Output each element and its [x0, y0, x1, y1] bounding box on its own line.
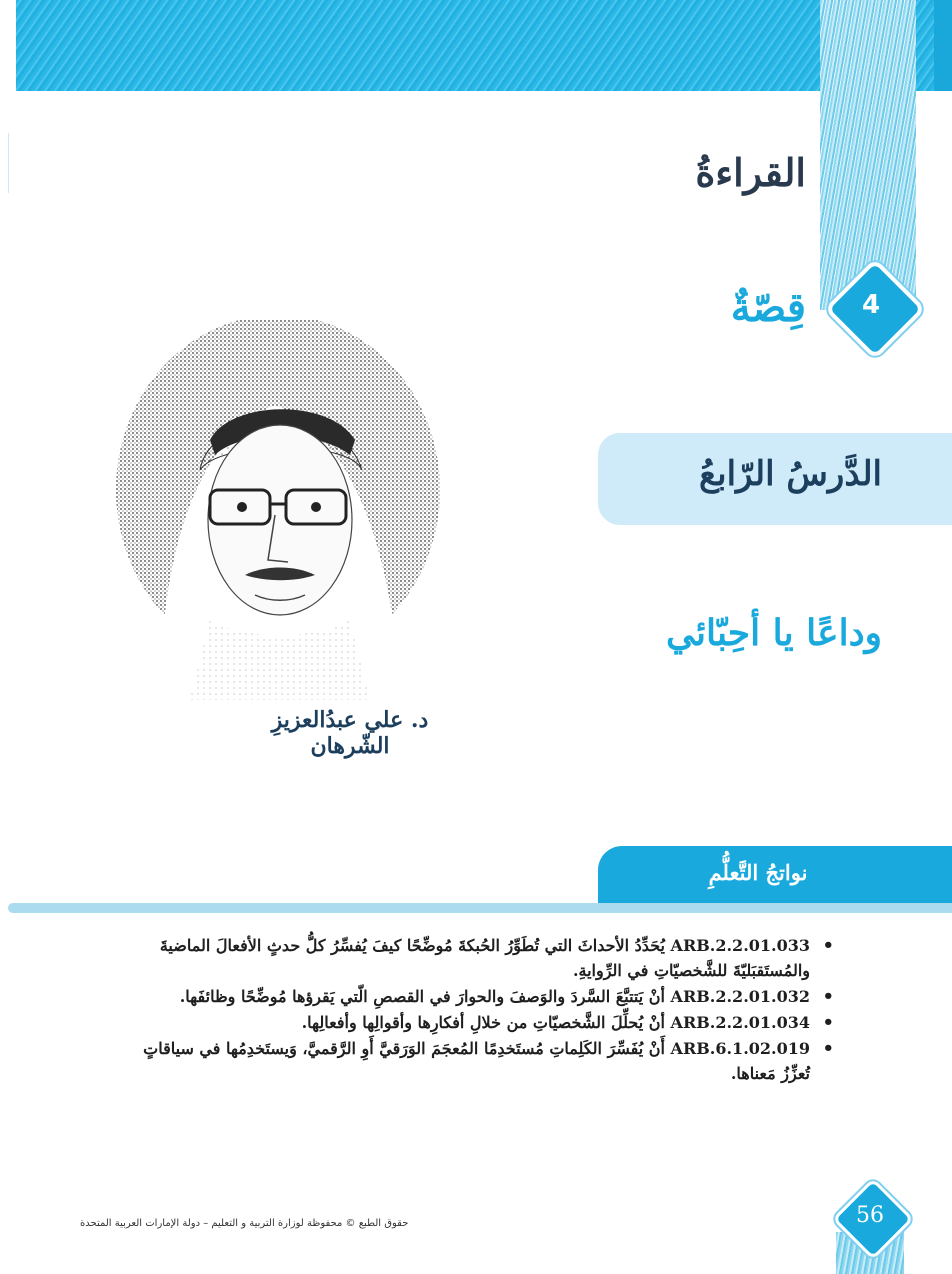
lesson-title: الدَّرسُ الرّابعُ [699, 454, 882, 494]
outcome-item: • ARB.6.1.02.019 أَنْ يُفَسِّرَ الكَلِماتِ مُستَخدِمًا المُعجَمَ الوَرَقيَّ أَوِ الرَّقميَّ، وَيستَخدِمُها في سياقاتٍ تُعزِّزُ مَعناها. [120, 1036, 810, 1086]
unit-name: قِصّةٌ [730, 284, 806, 331]
top-banner [16, 0, 952, 91]
unit-number-badge [826, 260, 916, 350]
page-number-badge [834, 1180, 906, 1252]
author-name: د. علي عبدُالعزيزِ الشّرهان [271, 707, 429, 759]
unit-number: 4 [861, 290, 881, 320]
page-number: 56 [856, 1203, 884, 1228]
outcome-item: • ARB.2.2.01.034 أنْ يُحلِّلَ الشَّخصيّاتِ من خلالِ أفكارِها وأقوالِها وأفعالِها. [120, 1010, 810, 1035]
margin-mark [8, 133, 9, 193]
section-divider [8, 903, 952, 913]
section-title: القراءةُ [695, 150, 806, 195]
outcome-item: • ARB.2.2.01.033 يُحَدِّدُ الأحداثَ التي تُطَوِّرُ الحُبكةَ مُوضِّحًا كيفَ يُفسِّرُ كلُّ حدثٍ الأفعالَ الماضيةَ والمُستَقبَليّةَ للشَّخصيّاتِ في الرِّوايةِ. [120, 933, 810, 983]
learning-outcomes-list [120, 933, 832, 1087]
author-portrait-sketch [100, 320, 445, 700]
story-title: وداعًا يا أحِبّائي [665, 612, 882, 654]
copyright-notice: حقوق الطبع © محفوظة لوزارة التربية و التعليم – دولة الإمارات العربية المتحدة [80, 1218, 409, 1229]
author-portrait [100, 320, 445, 700]
learning-outcomes-heading: نواتجُ التَّعلُّمِ [708, 860, 808, 885]
outcome-item: • ARB.2.2.01.032 أنْ يَتتبَّعَ السَّردَ والوَصفَ والحوارَ في القصصِ الّتي يَقرؤها مُوضِّحًا وظائفَها. [120, 984, 810, 1009]
banner-edge [934, 0, 952, 91]
